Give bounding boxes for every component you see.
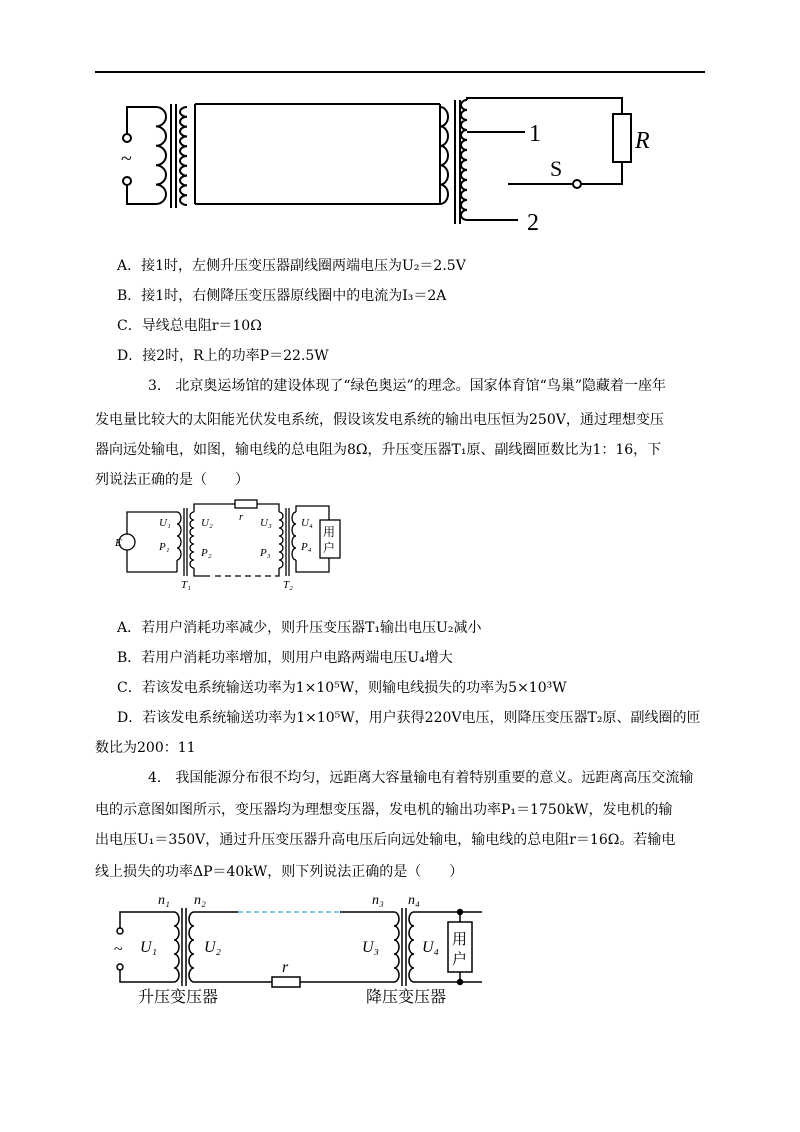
q3-option-a: A．若用户消耗功率减少，则升压变压器T₁输出电压U₂减小 — [117, 620, 482, 636]
fig2-u4-label: U₄ — [301, 517, 313, 529]
fig3-u1-label: U₁ — [140, 939, 158, 956]
fig3-n4-label: n₄ — [408, 893, 420, 908]
fig2-u2-label: U₂ — [201, 517, 213, 529]
figure-transmission-t1-t2 — [115, 500, 365, 590]
q3-option-c: C．若该发电系统输送功率为1×10⁵W，则输电线损失的功率为5×10³W — [117, 680, 567, 696]
fig2-u3-label: U₃ — [260, 517, 272, 529]
fig3-u4-label: U₄ — [422, 939, 440, 956]
fig2-p1-label: P₁ — [159, 541, 170, 553]
q4-stem-line-2: 电的示意图如图所示，变压器均为理想变压器，发电机的输出功率P₁＝1750kW，发电机的输 — [95, 802, 673, 818]
q2-option-c: C．导线总电阻r＝10Ω — [117, 318, 262, 334]
fig1-tap-2-label: 2 — [527, 210, 539, 236]
q2-option-b: B．接1时，右侧降压变压器原线圈中的电流为I₃＝2A — [117, 288, 447, 304]
figure-long-distance-transmission — [110, 890, 490, 1010]
fig3-step-down-label: 降压变压器 — [366, 987, 447, 1006]
fig1-switch-label: S — [550, 156, 563, 181]
fig3-n3-label: n₃ — [372, 893, 384, 908]
fig3-load-char-2: 户 — [452, 950, 468, 968]
fig2-t2-label: T₂ — [283, 579, 293, 591]
q4-stem-line-3: 出电压U₁＝350V，通过升压变压器升高电压后向远处输电，输电线的总电阻r＝16Ω。若输电 — [95, 832, 676, 848]
fig3-u3-label: U₃ — [362, 939, 380, 956]
fig2-t1-label: T₁ — [181, 579, 191, 591]
fig3-r-label: r — [282, 959, 289, 976]
header-rule — [95, 71, 705, 73]
fig2-p2-label: P₂ — [201, 547, 212, 559]
q3-stem-line-2: 发电量比较大的太阳能光伏发电系统，假设该发电系统的输出电压恒为250V，通过理想变压 — [95, 412, 664, 428]
q3-stem-line-4: 列说法正确的是（ ） — [95, 472, 249, 488]
q3-stem-line-3: 器向远处输电，如图，输电线的总电阻为8Ω，升压变压器T₁原、副线圈匝数比为1：16，下 — [95, 442, 662, 458]
fig2-source-label: E — [115, 537, 122, 549]
q3-option-d-line-1: D．若该发电系统输送功率为1×10⁵W，用户获得220V电压，则降压变压器T₂原、副线圈的匝 — [117, 710, 701, 726]
fig3-load-char-1: 用 — [452, 930, 468, 948]
fig1-tap-1-label: 1 — [529, 121, 541, 147]
fig1-resistor-label: R — [635, 128, 650, 154]
fig2-u1-label: U₁ — [159, 517, 171, 529]
fig2-p4-label: P₄ — [301, 541, 312, 553]
q3-option-d-line-2: 数比为200：11 — [95, 740, 196, 756]
q3-option-b: B．若用户消耗功率增加，则用户电路两端电压U₄增大 — [117, 650, 453, 666]
q2-option-d: D．接2时，R上的功率P＝22.5W — [117, 348, 329, 364]
q2-option-a: A．接1时，左侧升压变压器副线圈两端电压为U₂＝2.5V — [117, 258, 466, 274]
figure-transformer-switch — [110, 92, 670, 242]
fig2-r-label: r — [239, 511, 244, 523]
q4-stem-line-4: 线上损失的功率ΔP＝40kW，则下列说法正确的是（ ） — [95, 864, 464, 880]
fig3-n2-label: n₂ — [194, 893, 206, 908]
fig1-source-symbol: ~ — [121, 148, 132, 170]
fig3-source-symbol: ~ — [114, 941, 123, 958]
fig2-load-char-1: 用 — [323, 525, 336, 539]
fig2-load-char-2: 户 — [323, 541, 336, 555]
fig3-u2-label: U₂ — [204, 939, 222, 956]
fig2-p3-label: P₃ — [260, 547, 271, 559]
fig3-step-up-label: 升压变压器 — [138, 987, 219, 1006]
q3-stem-line-1: 3. 北京奥运场馆的建设体现了“绿色奥运”的理念。国家体育馆“鸟巢”隐藏着一座年 — [148, 378, 666, 394]
fig3-n1-label: n₁ — [158, 893, 170, 908]
q4-stem-line-1: 4. 我国能源分布很不均匀，远距离大容量输电有着特别重要的意义。远距离高压交流输 — [148, 770, 694, 786]
